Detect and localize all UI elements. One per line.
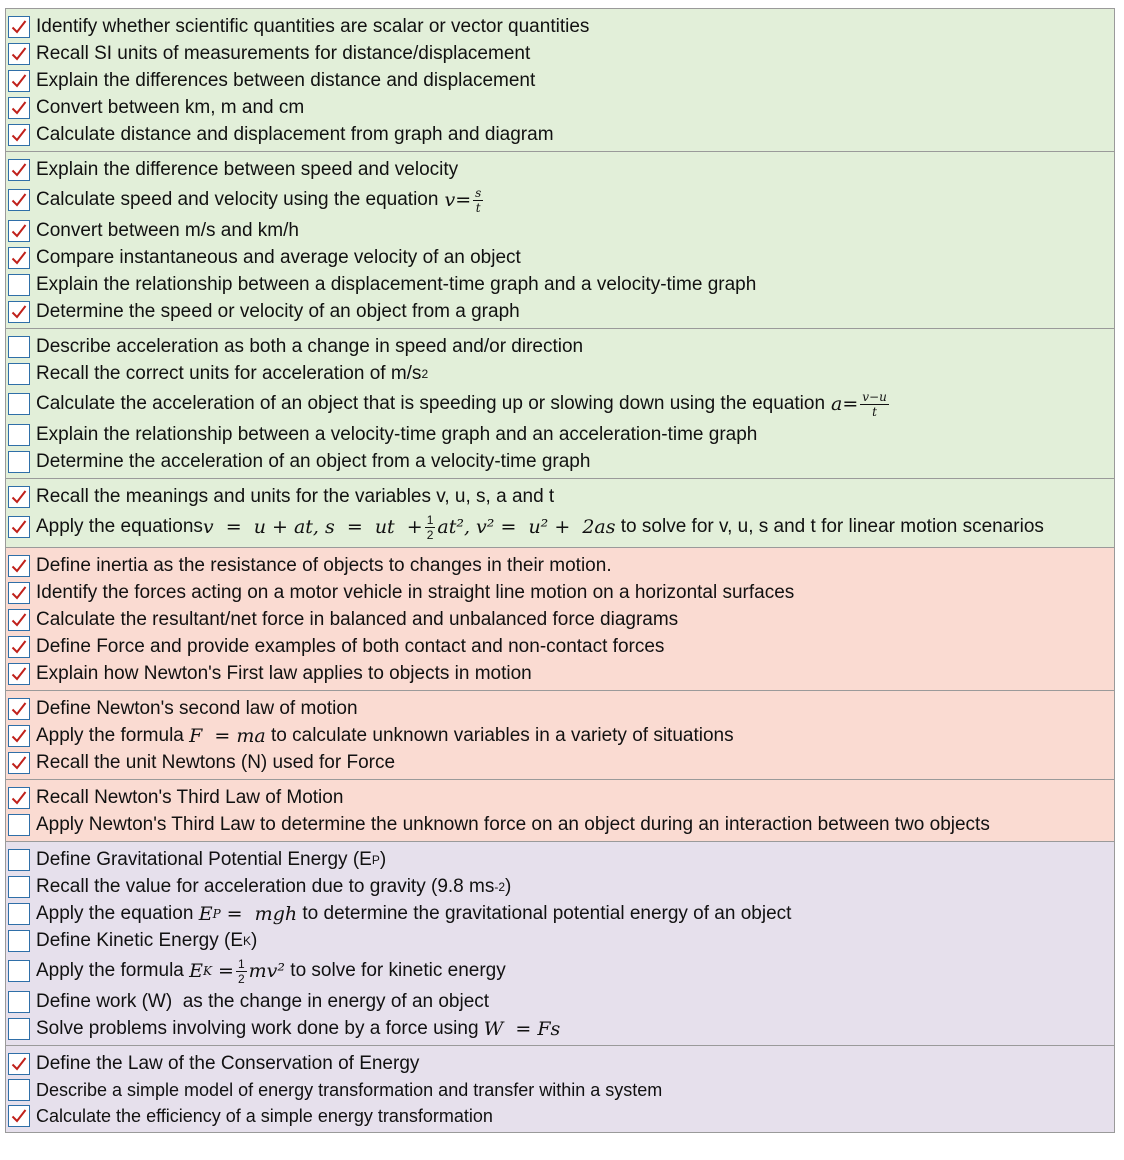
item-text: Define Gravitational Potential Energy (E	[36, 848, 372, 870]
checklist-item	[6, 333, 1114, 360]
item-text: Recall the value for acceleration due to gravity (9.8 ms	[36, 875, 495, 897]
checkbox[interactable]	[8, 70, 30, 92]
checkbox[interactable]	[8, 301, 30, 323]
item-label: Calculate distance and displacement from graph and diagram	[36, 123, 554, 145]
checkbox[interactable]	[8, 752, 30, 774]
fraction-denominator: 2	[237, 971, 245, 986]
checklist-item	[6, 988, 1114, 1015]
checklist-item	[6, 298, 1114, 325]
item-text: Apply the equation	[36, 902, 199, 924]
checkbox[interactable]	[8, 876, 30, 898]
equation-part: at², v² = u² + 2as	[437, 516, 616, 538]
checklist-section	[6, 691, 1114, 780]
item-text: Recall the correct units for acceleration of m/s	[36, 362, 422, 384]
checklist-section	[6, 780, 1114, 842]
item-label: Calculate the resultant/net force in balanced and unbalanced force diagrams	[36, 608, 679, 630]
item-label	[36, 187, 485, 214]
equation-variable: E	[189, 960, 204, 982]
checkbox[interactable]	[8, 516, 30, 538]
item-label: Determine the acceleration of an object from a velocity-time graph	[36, 450, 591, 472]
checklist-item	[6, 67, 1114, 94]
checklist-item	[6, 846, 1114, 873]
checkbox[interactable]	[8, 903, 30, 925]
item-label: Recall SI units of measurements for distance/displacement	[36, 42, 531, 64]
item-label	[36, 514, 1044, 541]
fraction-denominator: t	[475, 200, 481, 215]
fraction-numerator: 1	[237, 956, 245, 971]
checkbox[interactable]	[8, 1018, 30, 1040]
checklist-item	[6, 873, 1114, 900]
item-text: Apply the formula	[36, 724, 190, 746]
item-label: Apply the equation E P = mgh to determine the gravitational potential energy of an object	[36, 902, 792, 925]
equation-part: mv²	[248, 960, 286, 982]
checkbox[interactable]	[8, 247, 30, 269]
checkbox[interactable]	[8, 609, 30, 631]
checkbox[interactable]	[8, 159, 30, 181]
checklist-item	[6, 421, 1114, 448]
item-label: Define work (W) as the change in energy of an object	[36, 990, 490, 1012]
item-text: Solve problems involving work done by a force using	[36, 1017, 484, 1039]
checklist-item	[6, 811, 1114, 838]
checklist-section	[6, 329, 1114, 479]
equation-equals: =	[455, 189, 472, 211]
item-label	[36, 391, 891, 418]
item-text: )	[251, 929, 258, 951]
item-label: Explain the relationship between a displacement-time graph and a velocity-time graph	[36, 273, 757, 295]
checklist-item	[6, 579, 1114, 606]
item-text: Calculate the acceleration of an object that is speeding up or slowing down using the equation	[36, 393, 826, 414]
fraction-numerator: s	[475, 185, 482, 200]
checkbox[interactable]	[8, 960, 30, 982]
equation-fraction	[425, 514, 436, 541]
checklist-item	[6, 606, 1114, 633]
item-label: Recall the correct units for acceleration of m/s 2	[36, 362, 429, 384]
checklist-item	[6, 271, 1114, 298]
checklist-item	[6, 633, 1114, 660]
checklist-item	[6, 784, 1114, 811]
item-label: Define Force and provide examples of both contact and non-contact forces	[36, 635, 665, 657]
checklist-item	[6, 217, 1114, 244]
item-label: Explain how Newton's First law applies to objects in motion	[36, 662, 532, 684]
checkbox[interactable]	[8, 663, 30, 685]
checkbox[interactable]	[8, 1105, 30, 1127]
checkbox[interactable]	[8, 1079, 30, 1101]
checklist-item	[6, 552, 1114, 579]
checklist-item	[6, 121, 1114, 148]
checkbox[interactable]	[8, 486, 30, 508]
item-label: Compare instantaneous and average velocity of an object	[36, 246, 521, 268]
equation: F = ma	[189, 724, 266, 747]
item-text: Calculate speed and velocity using the equation	[36, 189, 439, 210]
checklist-item	[6, 387, 1114, 421]
item-label: Describe a simple model of energy transformation and transfer within a system	[36, 1079, 663, 1100]
checkbox[interactable]	[8, 930, 30, 952]
checklist-item	[6, 722, 1114, 749]
equation-variable: a	[831, 393, 843, 415]
checkbox[interactable]	[8, 636, 30, 658]
checkbox[interactable]	[8, 274, 30, 296]
fraction-denominator: 2	[426, 527, 434, 542]
item-label	[36, 1018, 560, 1040]
equation-part: v = u + at, s = ut +	[202, 516, 423, 538]
item-label: Define Newton's second law of motion	[36, 697, 358, 719]
checkbox[interactable]	[8, 43, 30, 65]
equation-part: = mgh	[220, 902, 298, 925]
checkbox[interactable]	[8, 582, 30, 604]
checkbox[interactable]	[8, 814, 30, 836]
checkbox[interactable]	[8, 189, 30, 211]
checklist-item	[6, 483, 1114, 510]
item-text: to calculate unknown variables in a variety of situations	[265, 724, 734, 746]
checkbox[interactable]	[8, 97, 30, 119]
checkbox[interactable]	[8, 849, 30, 871]
checklist-section	[6, 152, 1114, 329]
equation-fraction	[473, 187, 483, 214]
equation-fraction	[860, 391, 889, 418]
checkbox[interactable]	[8, 363, 30, 385]
checklist-item	[6, 510, 1114, 544]
checklist-item	[6, 448, 1114, 475]
checklist-item	[6, 1077, 1114, 1103]
checkbox[interactable]	[8, 424, 30, 446]
checklist-item	[6, 927, 1114, 954]
checkbox[interactable]	[8, 1053, 30, 1075]
checklist-item	[6, 695, 1114, 722]
checklist-section	[6, 479, 1114, 548]
item-text: )	[505, 875, 512, 897]
checklist-item	[6, 954, 1114, 988]
item-label: Recall the meanings and units for the variables v, u, s, a and t	[36, 485, 555, 507]
fraction-numerator: 1	[426, 512, 434, 527]
item-label: Convert between km, m and cm	[36, 96, 305, 118]
checklist-item	[6, 40, 1114, 67]
item-label: Explain the difference between speed and velocity	[36, 158, 459, 180]
equation-variable: E	[198, 902, 213, 925]
item-label: Define inertia as the resistance of objects to changes in their motion.	[36, 554, 612, 576]
checkbox[interactable]	[8, 725, 30, 747]
checklist-item	[6, 1050, 1114, 1077]
checkbox[interactable]	[8, 698, 30, 720]
item-text: Apply the equations	[36, 516, 203, 537]
equation-variable: v	[444, 189, 456, 211]
item-label: Apply the formula E K = $\frac{1}{2}$ mv² to solve for kinetic energy	[36, 956, 506, 986]
checkbox[interactable]	[8, 124, 30, 146]
equation-equals: =	[842, 393, 859, 415]
item-label: Explain the relationship between a velocity-time graph and an acceleration-time graph	[36, 423, 758, 445]
checklist-section	[6, 9, 1114, 152]
checklist-item	[6, 360, 1114, 387]
equation: W = Fs	[483, 1017, 561, 1040]
checklist-item	[6, 660, 1114, 687]
checklist-item	[6, 13, 1114, 40]
checklist-section	[6, 1046, 1114, 1133]
item-label: Determine the speed or velocity of an object from a graph	[36, 300, 520, 322]
item-label: Convert between m/s and km/h	[36, 219, 299, 241]
equation-equals: =	[211, 960, 234, 982]
item-label: Apply Newton's Third Law to determine the unknown force on an object during an interaction between two objects	[36, 813, 990, 835]
item-text: to solve for kinetic energy	[285, 960, 506, 981]
item-label: Identify the forces acting on a motor vehicle in straight line motion on a horizontal surfaces	[36, 581, 795, 603]
checklist-item	[6, 900, 1114, 927]
item-label: Explain the differences between distance and displacement	[36, 69, 536, 91]
item-text: Apply the formula	[36, 960, 190, 981]
checklist-item	[6, 1015, 1114, 1042]
checkbox[interactable]	[8, 220, 30, 242]
item-label: Define the Law of the Conservation of Energy	[36, 1052, 420, 1074]
item-label: Recall the value for acceleration due to gravity (9.8 ms -2 )	[36, 875, 512, 897]
checklist-item	[6, 94, 1114, 121]
checklist-item	[6, 183, 1114, 217]
checklist-item	[6, 1103, 1114, 1129]
fraction-denominator: t	[872, 404, 877, 419]
checklist-item	[6, 244, 1114, 271]
item-text: Define Kinetic Energy (E	[36, 929, 243, 951]
checklist-section	[6, 548, 1114, 691]
checkbox[interactable]	[8, 787, 30, 809]
checklist-item	[6, 749, 1114, 776]
checkbox[interactable]	[8, 16, 30, 38]
item-label: Recall Newton's Third Law of Motion	[36, 786, 344, 808]
equation-fraction	[236, 958, 247, 985]
checkbox[interactable]	[8, 451, 30, 473]
checklist-item	[6, 156, 1114, 183]
item-label	[36, 725, 734, 747]
item-label: Describe acceleration as both a change in speed and/or direction	[36, 335, 584, 357]
checkbox[interactable]	[8, 991, 30, 1013]
checkbox[interactable]	[8, 393, 30, 415]
checklist-section	[6, 842, 1114, 1046]
item-text: to solve for v, u, s and t for linear motion scenarios	[615, 516, 1044, 537]
fraction-numerator: v−u	[862, 389, 887, 404]
checkbox[interactable]	[8, 555, 30, 577]
item-text: to determine the gravitational potential energy of an object	[297, 902, 792, 924]
checkbox[interactable]	[8, 336, 30, 358]
item-label: Define Gravitational Potential Energy (E P )	[36, 848, 387, 870]
item-label: Identify whether scientific quantities are scalar or vector quantities	[36, 15, 590, 37]
item-text: )	[379, 848, 387, 870]
learning-checklist	[5, 8, 1115, 1133]
item-label: Recall the unit Newtons (N) used for Force	[36, 751, 396, 773]
item-label: Define Kinetic Energy (E K )	[36, 929, 258, 951]
item-label: Calculate the efficiency of a simple energy transformation	[36, 1105, 493, 1126]
